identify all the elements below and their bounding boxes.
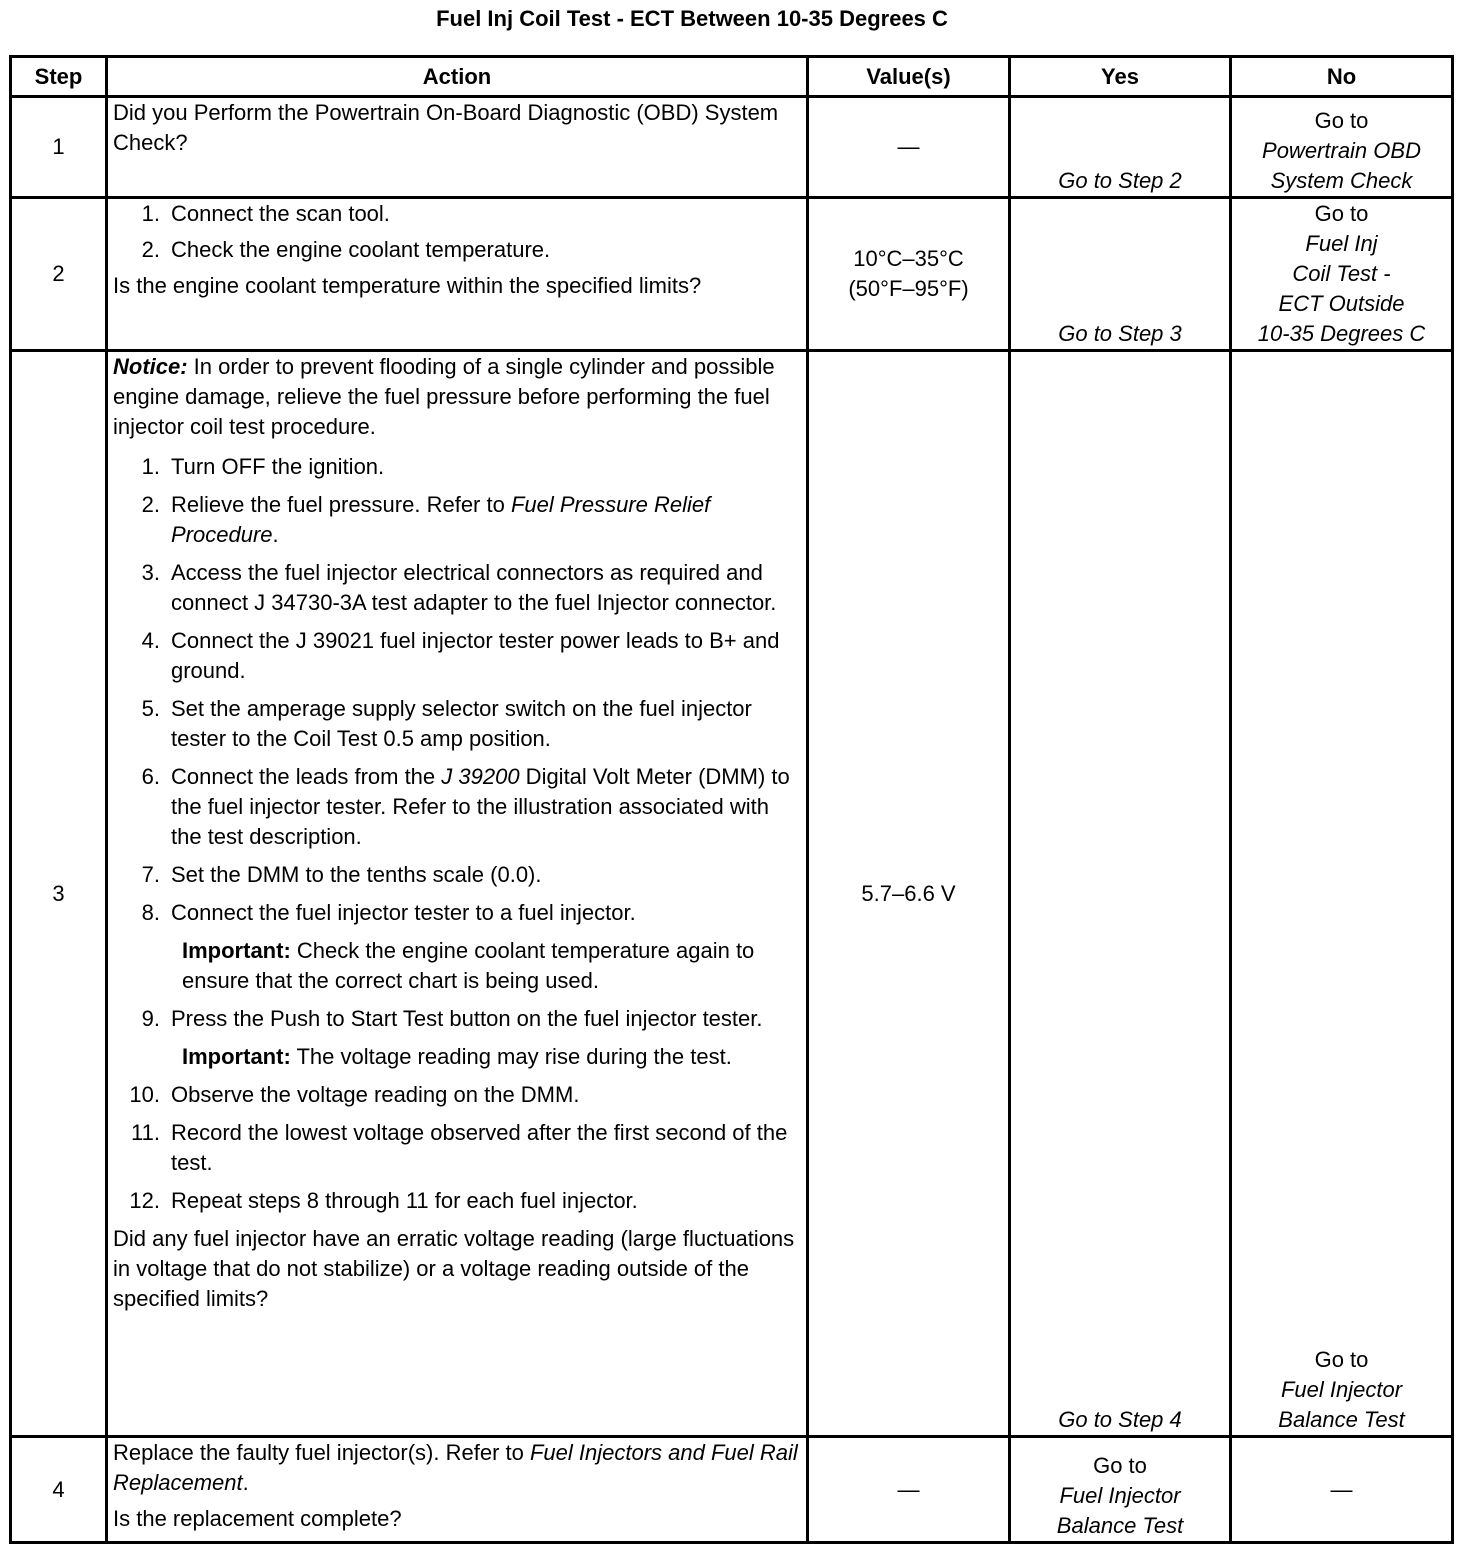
table-row	[11, 97, 1453, 198]
action-text: Replace the faulty fuel injector(s). Refer to Fuel Injectors and Fuel Rail Replacement.	[113, 1440, 798, 1495]
action-question: Did you Perform the Powertrain On-Board Diagnostic (OBD) System Check?	[113, 100, 779, 155]
table-row	[11, 198, 1453, 351]
action-cell	[107, 1437, 808, 1543]
step-number: 3	[11, 351, 107, 1437]
action-cell	[107, 198, 808, 351]
important-note: Important: Check the engine coolant temperature again to ensure that the correct chart is being used.	[182, 938, 755, 993]
list-item: 10. Observe the voltage reading on the DMM.	[129, 1082, 580, 1107]
list-item: 11. Record the lowest voltage observed after the first second of the test.	[131, 1120, 788, 1175]
list-item: 5. Set the amperage supply selector switch on the fuel injector tester to the Coil Test 0.5 amp position.	[141, 696, 752, 751]
table-row	[11, 1437, 1453, 1543]
list-item: 8. Connect the fuel injector tester to a fuel injector.	[141, 900, 636, 925]
step-number: 4	[11, 1437, 107, 1543]
header-action: Action	[107, 57, 808, 97]
action-cell	[107, 97, 808, 198]
action-question: Is the replacement complete?	[113, 1506, 402, 1531]
yes-link[interactable]: Go to Step 2	[1010, 97, 1231, 198]
value-cell: —	[808, 97, 1010, 198]
header-row	[11, 57, 1453, 97]
no-link[interactable]: Go to Fuel Inj Coil Test - ECT Outside 10-35 Degrees C	[1231, 198, 1453, 351]
notice: Notice: In order to prevent flooding of a single cylinder and possible engine damage, relieve the fuel pressure before performing the fuel injector coil test procedure.	[113, 354, 775, 439]
no-link[interactable]: Go to Powertrain OBD System Check	[1231, 97, 1453, 198]
list-item: 4. Connect the J 39021 fuel injector tester power leads to B+ and ground.	[141, 628, 780, 683]
list-item: 3. Access the fuel injector electrical connectors as required and connect J 34730-3A test adapter to the fuel Injector connector.	[141, 560, 777, 615]
reference-link[interactable]: Fuel Injectors and Fuel Rail Replacement	[113, 1440, 798, 1495]
no-value: —	[1231, 1437, 1453, 1543]
action-question: Is the engine coolant temperature within the specified limits?	[113, 273, 702, 298]
tool-reference: J 39200	[441, 764, 520, 789]
procedure-list	[113, 1080, 801, 1216]
yes-link[interactable]: Go to Fuel Injector Balance Test	[1010, 1437, 1231, 1543]
reference-link[interactable]: Fuel Pressure Relief Procedure	[171, 492, 711, 547]
list-item: 1. Turn OFF the ignition.	[141, 454, 385, 479]
procedure-list	[113, 1004, 801, 1034]
no-link[interactable]: Go to Fuel Injector Balance Test	[1231, 351, 1453, 1437]
step-number: 2	[11, 198, 107, 351]
header-no: No	[1231, 57, 1453, 97]
procedure-list	[113, 199, 801, 265]
header-step: Step	[11, 57, 107, 97]
diagnostic-table	[9, 55, 1454, 1544]
list-item: 12. Repeat steps 8 through 11 for each fuel injector.	[129, 1188, 638, 1213]
list-item: 2. Relieve the fuel pressure. Refer to Fuel Pressure Relief Procedure.	[141, 492, 711, 547]
yes-link[interactable]: Go to Step 3	[1010, 198, 1231, 351]
list-item: 7. Set the DMM to the tenths scale (0.0).	[141, 862, 542, 887]
list-item: 9. Press the Push to Start Test button on the fuel injector tester.	[141, 1006, 763, 1031]
action-question: Did any fuel injector have an erratic voltage reading (large fluctuations in voltage that do not stabilize) or a voltage reading outside of the specified limits?	[113, 1226, 795, 1311]
value-cell: 10°C–35°C (50°F–95°F)	[808, 198, 1010, 351]
yes-link[interactable]: Go to Step 4	[1010, 351, 1231, 1437]
important-note: Important: The voltage reading may rise during the test.	[182, 1044, 732, 1069]
procedure-list	[113, 452, 801, 928]
list-item: 6. Connect the leads from the J 39200 Digital Volt Meter (DMM) to the fuel injector tester. Refer to the illustration associated with the test description.	[141, 764, 790, 849]
list-item: 1. Connect the scan tool.	[141, 201, 390, 226]
page-title: Fuel Inj Coil Test - ECT Between 10-35 Degrees C	[436, 6, 948, 31]
value-cell: —	[808, 1437, 1010, 1543]
action-cell	[107, 351, 808, 1437]
header-values: Value(s)	[808, 57, 1010, 97]
header-yes: Yes	[1010, 57, 1231, 97]
list-item: 2. Check the engine coolant temperature.	[141, 237, 551, 262]
step-number: 1	[11, 97, 107, 198]
table-row	[11, 351, 1453, 1437]
value-cell: 5.7–6.6 V	[808, 351, 1010, 1437]
